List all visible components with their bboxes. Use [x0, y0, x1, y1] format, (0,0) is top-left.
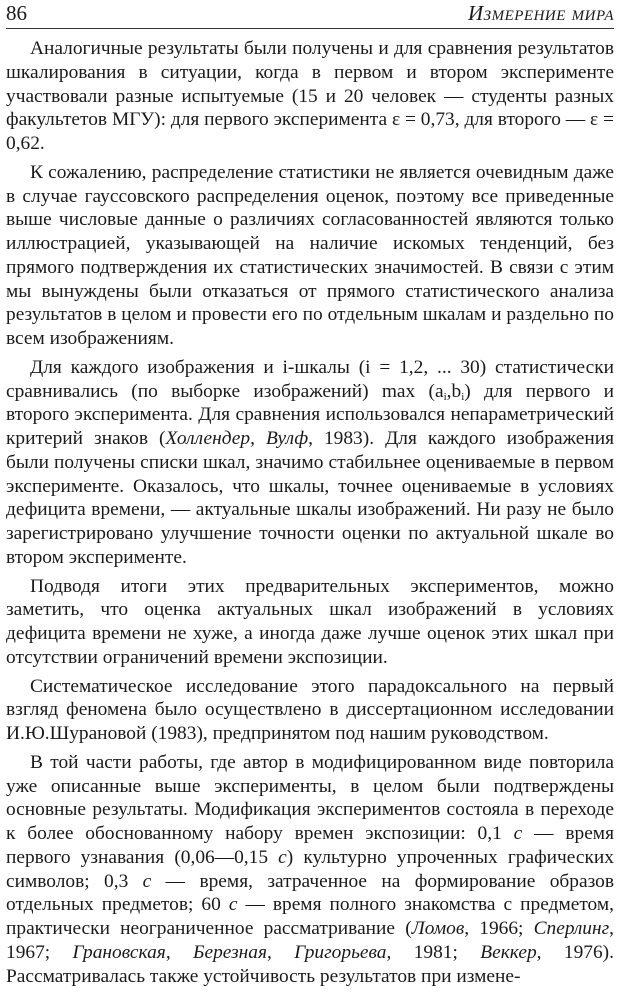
italic-citation: Холлендер: [165, 428, 251, 449]
italic-citation: с: [278, 846, 287, 868]
italic-citation: Сперлинг: [533, 918, 610, 939]
paragraph: [6, 356, 614, 570]
italic-citation: Грановская: [72, 941, 166, 963]
text-run: ,b: [446, 380, 462, 402]
paragraph: [6, 751, 614, 989]
text-run: Для каждого изображения и i-шкалы (i = 1,2, ... 30) статистически сравнивались (по выборке изображений) max (a: [6, 356, 614, 402]
text-run: ,: [165, 941, 194, 963]
text-run: Подводя итоги этих предварительных экспериментов, можно заметить, что оценка актуальных шкал изображений в условиях дефицита времени не хуже, а иногда даже лучше оценок этих шкал при отсутствии ограничений времени экспозиции.: [6, 575, 614, 668]
paragraph: [6, 675, 614, 746]
text-run: — время, затраченное на формирование образов отдельных предметов; 60: [6, 870, 614, 916]
text-run: В той части работы, где автор в модифицированном виде повторила уже описанные выше эксперименты, в целом были подтверждены основные результаты. Модификация экспериментов состояла в переходе к более обоснованному набору времен экспозиции: 0,1: [6, 751, 614, 844]
paragraph: [6, 575, 614, 670]
text-run: ) культурно упроченных графических символов; 0,3: [6, 846, 614, 892]
paragraph: [6, 161, 614, 351]
text-run: , 1983). Для каждого изображения были получены списки шкал, значимо стабильнее оцениваемые в первом эксперименте. Оказалось, что шкалы, точнее оцениваемые в условиях дефицита времени, — актуальные шкалы изображений. Ни разу не было зарегистрировано улучшение точности оценки по актуальной шкале во втором эксперименте.: [6, 428, 614, 568]
page-number: 86: [6, 1, 27, 25]
body-text: [6, 37, 614, 988]
text-run: К сожалению, распределение статистики не является очевидным даже в случае гауссовского распределения оценок, поэтому все приведенные выше числовые данные о различиях согласованностей являются только иллюстрацией, указывающей на наличие искомых тенденций, без прямого подтверждения их статистических значимостей. В связи с этим мы вынуждены были отказаться от прямого статистического анализа результатов в целом и провести его по отдельным шкалам и раздельно по всем изображениям.: [6, 161, 614, 349]
italic-citation: Веккер: [480, 941, 537, 963]
text-run: , 1967;: [6, 918, 615, 963]
italic-citation: с: [142, 870, 152, 892]
italic-citation: Вулф: [265, 428, 309, 449]
running-title: Измерение мира: [468, 1, 614, 25]
text-run: , 1976). Рассматривалась также устойчивость результатов при измене-: [6, 941, 614, 987]
text-run: Аналогичные результаты были получены и для сравнения результатов шкалирования в ситуации, когда в первом и втором эксперименте участвовали разные испытуемые (15 и 20 человек — студенты разных факультетов МГУ): для первого эксперимента ε = 0,73, для второго — ε = 0,62.: [6, 38, 614, 154]
text-run: , 1981;: [386, 941, 481, 963]
subscript: i: [443, 390, 447, 403]
italic-citation: с: [513, 823, 523, 844]
text-run: ) для первого и второго эксперимента. Для сравнения использовался непараметрический критерий знаков (: [6, 380, 614, 449]
text-run: ,: [250, 428, 266, 449]
text-run: — время первого узнавания (0,06—0,15: [6, 823, 614, 868]
text-run: — время полного знакомства с предметом, практически неограниченное рассматривание (: [6, 894, 614, 939]
italic-citation: с: [228, 894, 238, 916]
italic-citation: Ломов: [411, 918, 465, 939]
running-header: [6, 2, 614, 26]
header-rule: [6, 28, 614, 29]
italic-citation: Березная: [193, 941, 268, 963]
text-run: ,: [267, 941, 295, 963]
italic-citation: Григорьева: [294, 941, 387, 963]
text-run: Систематическое исследование этого парадоксального на первый взгляд феномена было осуществлено в диссертационном исследовании И.Ю.Шурановой (1983), предпринятом под нашим руководством.: [6, 675, 614, 744]
subscript: i: [461, 390, 465, 403]
paragraph: [6, 37, 614, 156]
text-run: , 1966;: [464, 918, 534, 939]
